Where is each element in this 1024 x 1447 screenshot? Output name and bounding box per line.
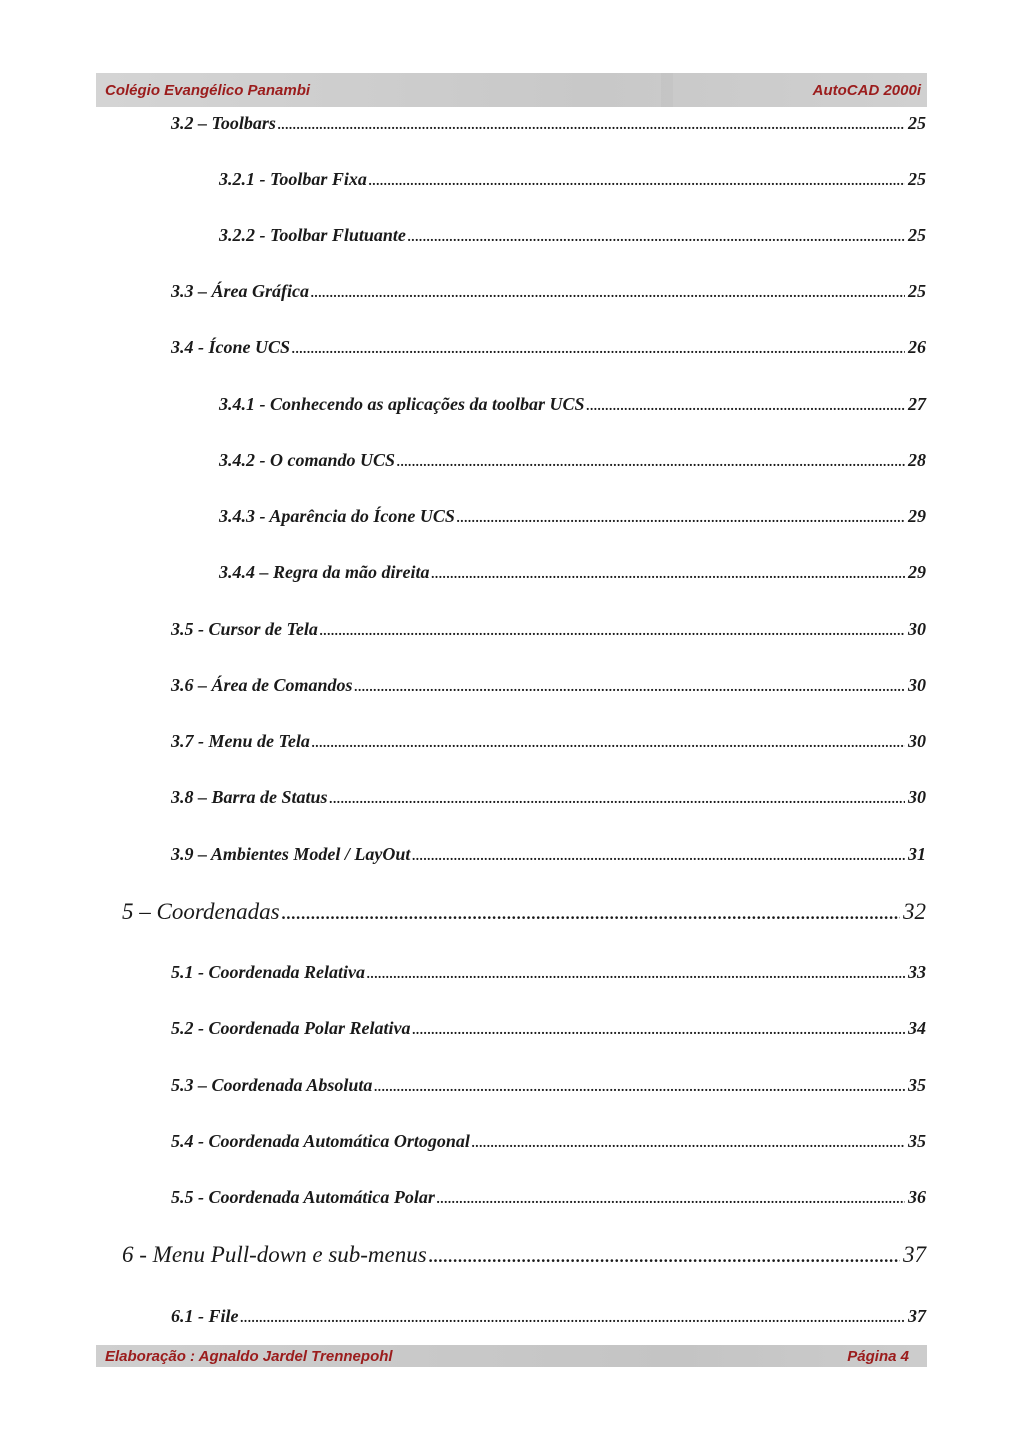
dot-leader xyxy=(354,675,905,696)
toc-entry-title: 5 – Coordenadas xyxy=(122,899,280,924)
toc-entry-page: 27 xyxy=(908,394,926,414)
footer-page-number: Página 4 xyxy=(847,1347,909,1365)
toc-entry[interactable] xyxy=(122,1242,926,1268)
toc-entry-title: 3.9 – Ambientes Model / LayOut xyxy=(171,844,411,864)
toc-entry-page: 29 xyxy=(908,506,926,526)
toc-entry-page: 30 xyxy=(908,731,926,751)
toc-entry-page: 25 xyxy=(908,225,926,245)
dot-leader xyxy=(311,731,905,752)
toc-entry-title: 3.5 - Cursor de Tela xyxy=(171,619,318,639)
toc-entry-title: 3.8 – Barra de Status xyxy=(171,787,328,807)
toc-entry[interactable] xyxy=(171,1306,926,1327)
toc-entry[interactable] xyxy=(171,962,926,983)
toc-entry-title: 3.7 - Menu de Tela xyxy=(171,731,310,751)
toc-entry[interactable] xyxy=(171,844,926,865)
toc-entry[interactable] xyxy=(171,619,926,640)
dot-leader xyxy=(412,1018,906,1039)
toc-entry-title: 3.4 - Ícone UCS xyxy=(171,337,291,357)
dot-leader xyxy=(310,281,905,302)
toc-entry-title: 5.2 - Coordenada Polar Relativa xyxy=(171,1018,411,1038)
toc-entry-title: 5.5 - Coordenada Automática Polar xyxy=(171,1187,435,1207)
toc-entry-title: 3.4.2 - O comando UCS xyxy=(219,450,396,470)
dot-leader xyxy=(277,113,905,134)
toc-entry-title: 3.4.4 – Regra da mão direita xyxy=(219,562,430,582)
toc-entry-page: 25 xyxy=(908,281,926,301)
dot-leader xyxy=(373,1075,905,1096)
toc-entry-page: 30 xyxy=(908,619,926,639)
toc-entry-page: 35 xyxy=(908,1131,926,1151)
footer-author: Elaboração : Agnaldo Jardel Trennepohl xyxy=(105,1347,393,1365)
toc-entry-title: 3.4.1 - Conhecendo as aplicações da toolbar UCS xyxy=(219,394,585,414)
toc-entry-title: 3.2 – Toolbars xyxy=(171,113,276,133)
toc-entry-page: 37 xyxy=(908,1306,926,1326)
toc-entry-page: 31 xyxy=(908,844,926,864)
toc-entry[interactable] xyxy=(171,1131,926,1152)
dot-leader xyxy=(281,899,900,925)
toc-entry[interactable] xyxy=(219,169,926,190)
dot-leader xyxy=(329,787,905,808)
dot-leader xyxy=(471,1131,905,1152)
page-header xyxy=(96,73,927,107)
toc-entry[interactable] xyxy=(171,281,926,302)
toc-entry-title: 5.1 - Coordenada Relativa xyxy=(171,962,365,982)
toc-entry-title: 3.3 – Área Gráfica xyxy=(171,281,309,301)
toc-entry-page: 35 xyxy=(908,1075,926,1095)
toc-entry-page: 34 xyxy=(908,1018,926,1038)
toc-entry-title: 3.4.3 - Aparência do Ícone UCS xyxy=(219,506,455,526)
dot-leader xyxy=(436,1187,905,1208)
toc-entry-page: 25 xyxy=(908,169,926,189)
toc-entry-title: 3.2.1 - Toolbar Fixa xyxy=(219,169,367,189)
dot-leader xyxy=(366,962,905,983)
page-footer xyxy=(96,1345,927,1367)
dot-leader xyxy=(407,225,905,246)
dot-leader xyxy=(319,619,905,640)
toc-entry[interactable] xyxy=(219,562,926,583)
toc-entry-title: 6.1 - File xyxy=(171,1306,239,1326)
toc-entry-page: 29 xyxy=(908,562,926,582)
toc-entry-page: 26 xyxy=(908,337,926,357)
toc-entry[interactable] xyxy=(171,675,926,696)
dot-leader xyxy=(456,506,905,527)
dot-leader xyxy=(396,450,905,471)
toc-entry-page: 25 xyxy=(908,113,926,133)
toc-entry-title: 3.2.2 - Toolbar Flutuante xyxy=(219,225,406,245)
toc-entry[interactable] xyxy=(171,1187,926,1208)
dot-leader xyxy=(586,394,905,415)
toc-entry[interactable] xyxy=(219,394,926,415)
toc-entry[interactable] xyxy=(122,899,926,925)
toc-entry[interactable] xyxy=(219,506,926,527)
toc-entry[interactable] xyxy=(171,731,926,752)
dot-leader xyxy=(411,844,905,865)
header-school-name: Colégio Evangélico Panambi xyxy=(105,81,311,99)
toc-entry-page: 33 xyxy=(908,962,926,982)
dot-leader xyxy=(368,169,905,190)
toc-entry[interactable] xyxy=(171,1075,926,1096)
toc-entry[interactable] xyxy=(171,337,926,358)
toc-entry[interactable] xyxy=(219,225,926,246)
dot-leader xyxy=(240,1306,906,1327)
dot-leader xyxy=(291,337,905,358)
toc-entry-title: 5.4 - Coordenada Automática Ortogonal xyxy=(171,1131,470,1151)
toc-entry[interactable] xyxy=(171,787,926,808)
toc-entry-page: 36 xyxy=(908,1187,926,1207)
toc-entry-page: 32 xyxy=(903,899,926,924)
dot-leader xyxy=(431,562,906,583)
toc-entry-page: 30 xyxy=(908,675,926,695)
toc-entry-page: 30 xyxy=(908,787,926,807)
header-document-title: AutoCAD 2000i xyxy=(812,81,921,99)
toc-entry-page: 28 xyxy=(908,450,926,470)
toc-entry-title: 3.6 – Área de Comandos xyxy=(171,675,353,695)
toc-entry[interactable] xyxy=(219,450,926,471)
header-divider xyxy=(661,73,673,107)
toc-entry-title: 6 - Menu Pull-down e sub-menus xyxy=(122,1242,427,1267)
toc-entry[interactable] xyxy=(171,1018,926,1039)
toc-entry-title: 5.3 – Coordenada Absoluta xyxy=(171,1075,373,1095)
dot-leader xyxy=(428,1242,900,1268)
toc-entry-page: 37 xyxy=(903,1242,926,1267)
toc-entry[interactable] xyxy=(171,113,926,134)
